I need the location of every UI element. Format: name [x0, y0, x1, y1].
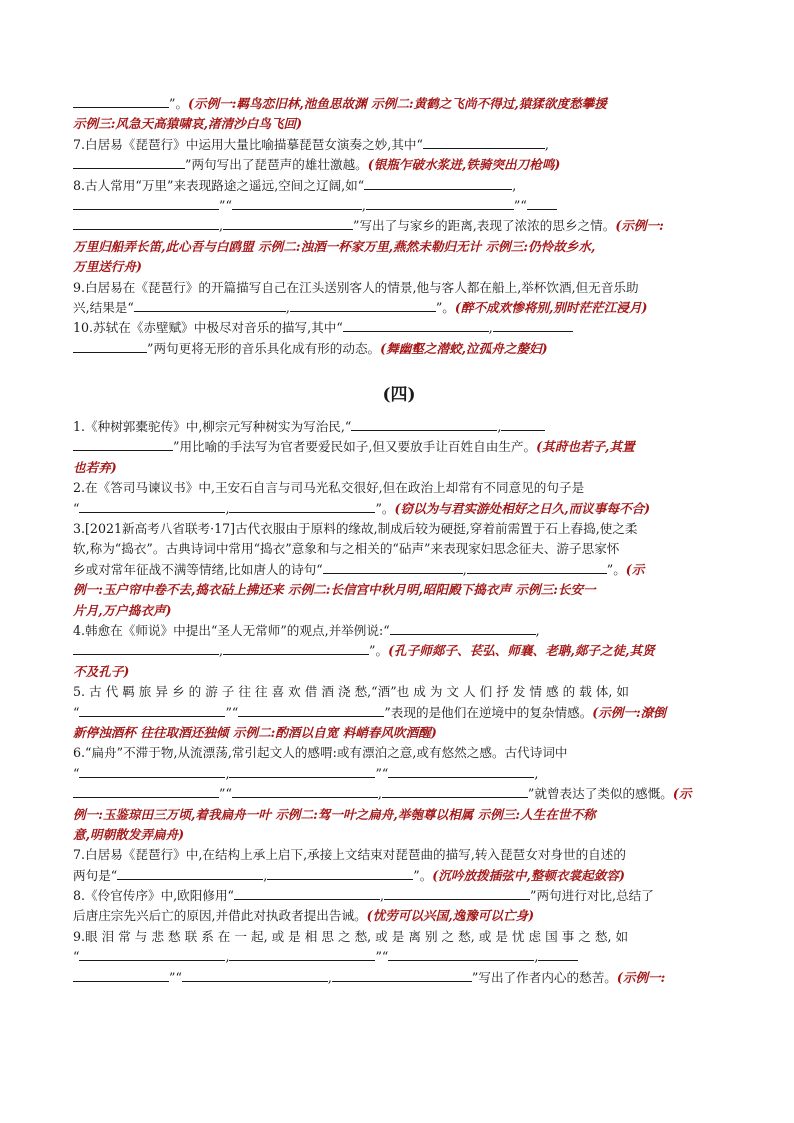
q6-line-2: “ , ”“ ,	[73, 765, 539, 781]
sample-answer: (示例一:潦倒	[592, 704, 666, 720]
answer-blank[interactable]	[232, 196, 362, 210]
question-text: ”就曾表达了类似的感慨。	[527, 786, 673, 802]
answer-blank[interactable]	[73, 968, 169, 982]
prev-q8-line-1: 8.古人常用“万里”来表现路途之遥远,空间之辽阔,如“ ,	[73, 177, 517, 193]
answer-blank[interactable]	[229, 947, 375, 961]
question-text: 兴,结果是“	[73, 299, 134, 315]
q8-line-2	[73, 906, 725, 926]
question-text: ”两句进行对比,总结了	[530, 888, 654, 904]
question-text: ”表现的是他们在逆境中的复杂情感。	[384, 704, 593, 720]
sample-answer: (示例一:	[615, 218, 664, 234]
q6-line-4	[73, 805, 725, 825]
answer-blank[interactable]	[232, 784, 378, 798]
answer-blank[interactable]	[351, 417, 497, 431]
q4-line-1: 4.韩愈在《师说》中提出“圣人无常师”的观点,并举例说:“ ,	[73, 622, 540, 638]
sample-answer: 新停浊酒杯 往往取酒还独倾 示例二:酌酒以自宽 料峭春风吹酒醒)	[73, 724, 437, 740]
answer-blank[interactable]	[73, 94, 169, 108]
question-text: ”。	[369, 643, 389, 659]
answer-blank[interactable]	[117, 866, 263, 880]
sample-answer: (示	[625, 561, 645, 577]
q2-line-1	[73, 478, 725, 498]
sample-answer: 示例三:风急天高猿啸哀,渚清沙白鸟飞回)	[73, 116, 303, 132]
answer-blank[interactable]	[73, 784, 219, 798]
q2-line-2: “ , ”。(窃以为与君实游处相好之日久,而议事每不合)	[73, 500, 651, 516]
sample-answer: 例一:玉鉴琼田三万顷,着我扁舟一叶 示例二:驾一叶之扁舟,举匏尊以相属 示例三:人生在世不称	[73, 806, 596, 822]
answer-blank[interactable]	[343, 318, 489, 332]
sample-answer: (示例一:	[616, 969, 666, 985]
question-text: ”。	[375, 500, 395, 516]
sample-answer: 也若弃)	[73, 459, 117, 475]
prev-q7-line-2	[73, 155, 725, 175]
answer-blank[interactable]	[79, 703, 225, 717]
question-text: 8.古人常用“万里”来表现路途之遥远,空间之辽阔,如“	[73, 177, 365, 193]
answer-blank[interactable]	[229, 499, 375, 513]
q3-line-3: 乡或对常年征战不满等情绪,比如唐人的诗句“ , ”。(示	[73, 561, 645, 577]
sample-answer: (示	[672, 786, 692, 802]
sample-answer: 万里送行舟)	[73, 259, 142, 275]
sample-answer: (醉不成欢惨将别,别时茫茫江浸月)	[454, 299, 648, 315]
sample-answer: 例一:玉户帘中卷不去,捣衣砧上拂还来 示例二:长信宫中秋月明,昭阳殿下捣衣声 示例三:长安一	[73, 582, 596, 598]
question-text: ”两句写出了琵琶声的雄壮激越。	[185, 157, 368, 173]
sample-answer: (银瓶乍破水浆迸,铁骑突出刀枪鸣)	[367, 157, 561, 173]
answer-blank[interactable]	[234, 886, 380, 900]
prev-q8-line-5	[73, 257, 725, 277]
prev-q10-line-1: 10.苏轼在《赤壁赋》中极尽对音乐的描写,其中“ ,	[73, 318, 725, 338]
q6-line-3: ”“ , ”就曾表达了类似的感慨。(示	[73, 784, 725, 804]
question-text: 9.眼 泪 常 与 悲 愁 联 系 在 一 起, 或 是 相 思 之 愁, 或 是 离 别 之 愁, 或 是 忧 虑 国 事 之 愁, 如	[73, 928, 629, 944]
question-text: 6.“扁舟”不滞于物,从流漂荡,常引起文人的感喟:或有漂泊之意,或有悠然之感。古代诗词中	[73, 745, 568, 761]
answer-blank[interactable]	[238, 703, 384, 717]
sample-answer: 不及孔子)	[73, 663, 130, 679]
answer-blank[interactable]	[538, 947, 578, 961]
answer-blank[interactable]	[229, 764, 375, 778]
prev-q7-line-1: 7.白居易《琵琶行》中运用大量比喻描摹琵琶女演奏之妙,其中“ ,	[73, 136, 549, 152]
answer-blank[interactable]	[388, 947, 534, 961]
prev-q6-line-2	[73, 114, 725, 134]
prev-q8-line-3: , ”写出了与家乡的距离,表现了浓浓的思乡之情。(示例一:	[73, 216, 725, 236]
sample-answer: (其莳也若子,其置	[536, 439, 635, 455]
question-text: 软,称为“捣衣”。古典诗词中常用“捣衣”意象和与之相关的“砧声”来表现家妇思念征夫、游子思家怀	[73, 541, 620, 557]
q3-line-2	[73, 539, 725, 559]
section-title: (四)	[382, 385, 416, 406]
q4-line-2: , ”。(孔子师郯子、苌弘、师襄、老聃,郯子之徒,其贤	[73, 641, 725, 661]
answer-blank[interactable]	[323, 560, 463, 574]
answer-blank[interactable]	[527, 196, 557, 210]
question-text: ”。	[413, 867, 433, 883]
prev-q10-line-2	[73, 339, 725, 359]
prev-q9-line-2: 兴,结果是“ , ”。(醉不成欢惨将别,别时茫茫江浸月)	[73, 299, 648, 315]
answer-blank[interactable]	[388, 764, 534, 778]
answer-blank[interactable]	[493, 318, 573, 332]
answer-blank[interactable]	[79, 764, 225, 778]
answer-blank[interactable]	[467, 560, 607, 574]
sample-answer: (孔子师郯子、苌弘、师襄、老聃,郯子之徒,其贤	[388, 643, 655, 659]
sample-answer: (窃以为与君实游处相好之日久,而议事每不合)	[394, 500, 651, 516]
question-text: ”。	[169, 96, 189, 111]
prev-q9-line-1	[73, 278, 725, 298]
question-text: ”。	[606, 561, 626, 577]
question-text: 1.《种树郭橐驼传》中,柳宗元写种树实为写治民,“	[73, 419, 352, 435]
answer-blank[interactable]	[382, 784, 528, 798]
sample-answer: 万里归船弄长笛,此心吾与白鸥盟 示例二:浊酒一杯家万里,燕然未勒归无计 示例三:仍怜故乡水,	[73, 238, 596, 254]
q9-line-1	[73, 927, 725, 947]
sample-answer: (舞幽壑之潜蛟,泣孤舟之嫠妇)	[380, 340, 548, 356]
q3-line-1	[73, 519, 725, 539]
q7-line-2: 两句是“ , ”。(沉吟放拨插弦中,整顿衣裳起敛容)	[73, 867, 625, 883]
question-text: 2.在《答司马谏议书》中,王安石自言与司马光私交很好,但在政治上却常有不同意见的句子是	[73, 480, 585, 496]
prev-q8-line-2: ”“ , ”“	[73, 196, 725, 216]
answer-blank[interactable]	[390, 621, 536, 635]
sample-answer: (沉吟放拨插弦中,整顿衣裳起敛容)	[432, 867, 625, 883]
answer-blank[interactable]	[79, 947, 225, 961]
question-text: 9.白居易在《琵琶行》的开篇描写自己在江头送别客人的情景,他与客人都在船上,举杯饮酒,但无音乐助	[73, 279, 639, 295]
q1-line-2	[73, 437, 725, 457]
q5-line-2: “ ”“ ”表现的是他们在逆境中的复杂情感。(示例一:潦倒	[73, 704, 666, 720]
answer-blank[interactable]	[182, 968, 328, 982]
answer-blank[interactable]	[73, 216, 219, 230]
q3-line-5	[73, 601, 725, 621]
q3-line-4	[73, 580, 725, 600]
question-text: 7.白居易《琵琶行》中运用大量比喻描摹琵琶女演奏之妙,其中“	[73, 136, 423, 152]
q6-line-5	[73, 825, 725, 845]
answer-blank[interactable]	[290, 298, 436, 312]
question-text: 7.白居易《琵琶行》中,在结构上承上启下,承接上文结束对琵琶曲的描写,转入琵琶女对身世的自述的	[73, 847, 626, 863]
answer-blank[interactable]	[134, 298, 286, 312]
answer-blank[interactable]	[73, 196, 219, 210]
question-text: ”用比喻的手法写为官者要爱民如子,但又要放手让百姓自由生产。	[173, 439, 537, 455]
question-text: 8.《伶官传序》中,欧阳修用“	[73, 888, 234, 904]
q5-line-1	[73, 682, 725, 702]
answer-blank[interactable]	[73, 155, 185, 169]
answer-blank[interactable]	[79, 499, 225, 513]
question-text: ”。	[435, 299, 455, 315]
sample-answer: 意,明朝散发弄扁舟)	[73, 826, 185, 842]
answer-blank[interactable]	[501, 417, 545, 431]
answer-blank[interactable]	[73, 437, 173, 451]
question-text: 4.韩愈在《师说》中提出“圣人无常师”的观点,并举例说:“	[73, 622, 390, 638]
q6-line-1	[73, 743, 725, 763]
answer-blank[interactable]	[332, 968, 472, 982]
answer-blank[interactable]	[267, 866, 413, 880]
question-text: ”写出了与家乡的距离,表现了浓浓的思乡之情。	[353, 218, 616, 234]
question-text: 乡或对常年征战不满等情绪,比如唐人的诗句“	[73, 561, 323, 577]
question-text: 5. 古 代 羁 旅 异 乡 的 游 子 往 往 喜 欢 借 酒 浇 愁,“酒”也 成 为 文 人 们 抒 发 情 感 的 载 体, 如	[73, 684, 629, 700]
worksheet-page	[73, 94, 725, 988]
question-text: 10.苏轼在《赤壁赋》中极尽对音乐的描写,其中“	[73, 320, 343, 336]
answer-blank[interactable]	[73, 641, 219, 655]
q1-line-3	[73, 458, 725, 478]
question-text: ”写出了作者内心的愁苦。	[471, 969, 617, 985]
q7-line-1	[73, 845, 725, 865]
prev-q6-line-1	[73, 94, 725, 114]
answer-blank[interactable]	[73, 339, 147, 353]
q1-line-1: 1.《种树郭橐驼传》中,柳宗元写种树实为写治民,“ ,	[73, 417, 725, 437]
answer-blank[interactable]	[384, 886, 530, 900]
answer-blank[interactable]	[423, 135, 545, 149]
sample-answer: (示例一:羁鸟恋旧林,池鱼思故渊 示例二:黄鹤之飞尚不得过,猿猱欲度愁攀援	[188, 96, 607, 111]
answer-blank[interactable]	[364, 176, 512, 190]
sample-answer: 片月,万户捣衣声)	[73, 602, 172, 618]
q5-line-3	[73, 723, 725, 743]
q8-line-1: 8.《伶官传序》中,欧阳修用“ , ”两句进行对比,总结了	[73, 888, 654, 904]
answer-blank[interactable]	[223, 641, 369, 655]
q9-line-3: ”“ , ”写出了作者内心的愁苦。(示例一:	[73, 968, 725, 988]
question-text: 3.[2021新高考八省联考·17]古代衣服由于原料的缘故,制成后较为硬挺,穿着前需置于石上舂捣,使之柔	[73, 521, 638, 537]
answer-blank[interactable]	[223, 216, 353, 230]
question-text: ”两句更将无形的音乐具化成有形的动态。	[147, 340, 381, 356]
prev-q8-line-4	[73, 237, 725, 257]
question-text: 后唐庄宗先兴后亡的原因,并借此对执政者提出告诫。	[73, 908, 367, 924]
answer-blank[interactable]	[366, 196, 514, 210]
question-text: 两句是“	[73, 867, 118, 883]
sample-answer: (忧劳可以兴国,逸豫可以亡身)	[366, 908, 535, 924]
q4-line-3	[73, 662, 725, 682]
q9-line-2: “ , ”“ ,	[73, 947, 725, 967]
